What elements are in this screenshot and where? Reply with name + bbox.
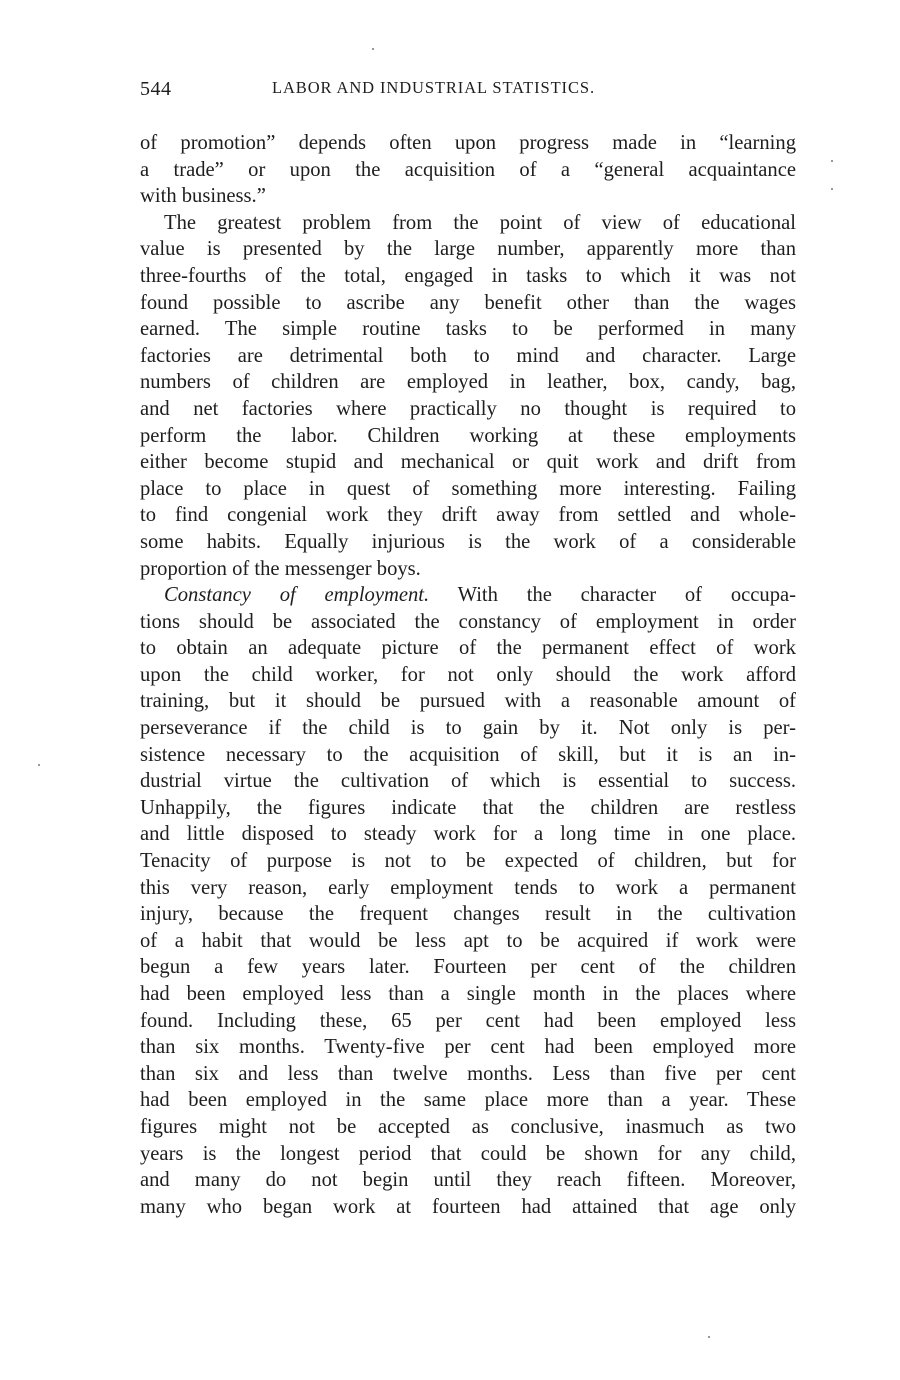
text-line: of promotion” depends often upon progress made in “learning [140,132,796,154]
text-line: The greatest problem from the point of view of educational [164,211,796,234]
scan-speck [38,764,40,766]
text-line: with business.” [140,185,266,208]
text-line: to obtain an adequate picture of the permanent effect of work [140,637,796,660]
text-line: and many do not begin until they reach fifteen. Moreover, [140,1169,796,1192]
text-line: Unhappily, the figures indicate that the children are restless [140,796,796,819]
text-line: than six and less than twelve months. Less than five per cent [140,1062,796,1085]
text-line: value is presented by the large number, apparently more than [140,238,796,261]
text-line: some habits. Equally injurious is the work of a considerable [140,530,796,553]
paragraph-2 [140,210,796,582]
text-line: perseverance if the child is to gain by it. Not only is per- [140,717,796,740]
text-line: place to place in quest of something more interesting. Failing [140,477,796,500]
text-line: begun a few years later. Fourteen per cent of the children [140,956,796,979]
text-line: many who began work at fourteen had attained that age only [140,1195,796,1218]
running-head: LABOR AND INDUSTRIAL STATISTICS. [272,78,595,97]
text-line: proportion of the messenger boys. [140,557,421,580]
text-line: years is the longest period that could be shown for any child, [140,1142,796,1165]
text-line: upon the child worker, for not only should the work afford [140,663,796,686]
text-line: to find congenial work they drift away from settled and whole- [140,504,796,527]
scan-speck [831,188,833,190]
text-line [140,582,796,609]
text-line: sistence necessary to the acquisition of skill, but it is an in- [140,743,796,766]
page-header [140,78,800,102]
text-line: this very reason, early employment tends to work a permanent [140,876,796,899]
paragraph-1 [140,130,796,210]
text-line: factories are detrimental both to mind and character. Large [140,344,796,367]
text-line: numbers of children are employed in leather, box, candy, bag, [140,371,796,394]
text-line: earned. The simple routine tasks to be performed in many [140,318,796,341]
text-line: dustrial virtue the cultivation of which is essential to success. [140,770,796,793]
body-text [140,130,796,1220]
text-line: a trade” or upon the acquisition of a “general acquaintance [140,158,796,181]
text-line: training, but it should be pursued with a reasonable amount of [140,690,796,713]
text-line: found possible to ascribe any benefit other than the wages [140,291,796,314]
text-line: and little disposed to steady work for a long time in one place. [140,823,796,846]
text-line: and net factories where practically no thought is required to [140,397,796,420]
text-line: Tenacity of purpose is not to be expected of children, but for [140,850,796,873]
text-line: injury, because the frequent changes result in the cultivation [140,903,796,926]
text-span: With the character of occupa- [457,584,796,607]
section-heading: Constancy of employment. [164,584,430,607]
text-line: either become stupid and mechanical or quit work and drift from [140,451,796,474]
paragraph-3 [140,582,796,1220]
text-line: three-fourths of the total, engaged in tasks to which it was not [140,264,796,287]
text-line: had been employed in the same place more than a year. These [140,1089,796,1112]
text-line: perform the labor. Children working at these employments [140,424,796,447]
text-line: tions should be associated the constancy of employment in order [140,610,796,633]
scan-speck [831,160,833,162]
text-line: had been employed less than a single month in the places where [140,983,796,1005]
text-line: than six months. Twenty-five per cent had been employed more [140,1036,796,1059]
scan-speck [708,1336,710,1338]
text-line: found. Including these, 65 per cent had been employed less [140,1009,796,1032]
text-line: figures might not be accepted as conclusive, inasmuch as two [140,1115,796,1138]
scan-speck [372,48,374,50]
page-number: 544 [140,78,172,100]
text-line: of a habit that would be less apt to be acquired if work were [140,929,796,952]
